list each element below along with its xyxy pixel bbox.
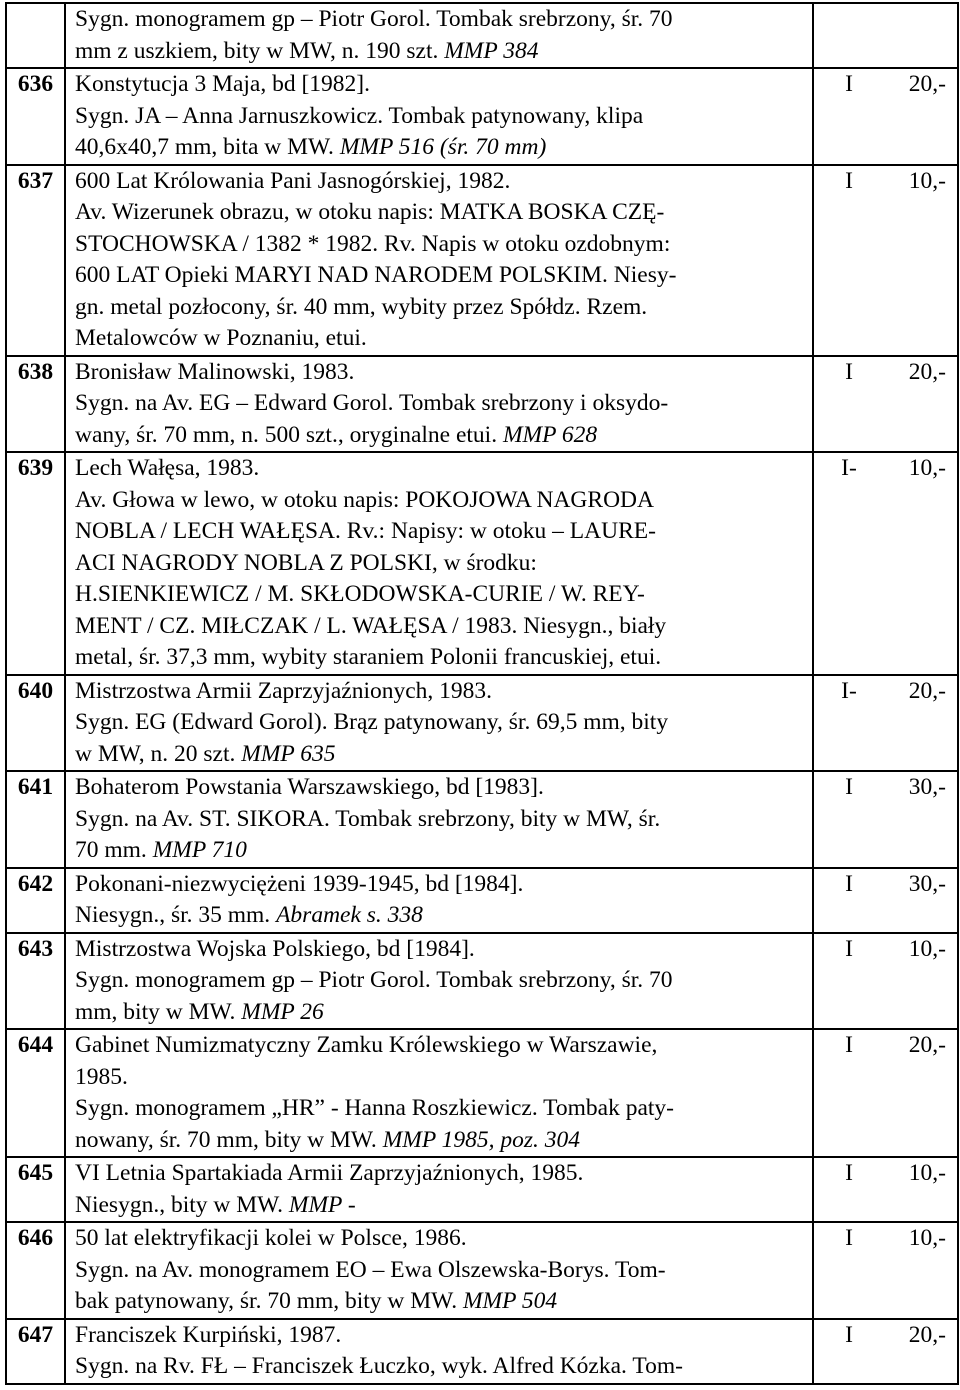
description-text: metal, śr. 37,3 mm, wybity staraniem Polonii francuskiej, etui. [75, 644, 662, 670]
description-text: Sygn. na Av. monogramem EO – Ewa Olszewska-Borys. Tom- [75, 1256, 666, 1283]
description-text: wany, śr. 70 mm, n. 500 szt., oryginalne etui. [75, 421, 503, 448]
item-price [813, 933, 958, 1030]
description-line [75, 260, 804, 292]
item-number: 640 [6, 675, 65, 772]
description-line [75, 1062, 804, 1094]
item-number: 639 [6, 452, 65, 675]
description-line [75, 772, 804, 804]
price-value: 10,- [908, 1225, 946, 1251]
description-line [75, 642, 804, 674]
item-description [65, 3, 813, 68]
description-line [75, 835, 804, 867]
description-line [75, 197, 804, 229]
item-description [65, 68, 813, 165]
description-text: Mistrzostwa Armii Zaprzyjaźnionych, 1983. [75, 677, 493, 704]
condition-grade: I [845, 358, 853, 385]
item-number: 641 [6, 771, 65, 868]
catalog-row [6, 675, 958, 772]
condition-grade: I- [841, 677, 857, 704]
description-text: Lech Wałęsa, 1983. [75, 455, 260, 481]
item-description [65, 868, 813, 933]
description-text: nowany, śr. 70 mm, bity w MW. [75, 1126, 383, 1153]
catalog-row [6, 3, 958, 68]
condition-grade: I [845, 1225, 853, 1251]
description-line [75, 869, 804, 901]
description-line [75, 420, 804, 452]
description-text: Bronisław Malinowski, 1983. [75, 358, 355, 385]
description-line [75, 1190, 804, 1222]
description-line [75, 676, 804, 708]
description-line [75, 166, 804, 198]
description-text: STOCHOWSKA / 1382 * 1982. Rv. Napis w otoku ozdobnym: [75, 230, 671, 257]
condition-grade: I- [841, 455, 857, 481]
item-price [813, 1222, 958, 1319]
reference-text: MMP 635 [241, 740, 336, 767]
description-line [75, 357, 804, 389]
item-number: 645 [6, 1157, 65, 1222]
catalog-row [6, 1029, 958, 1157]
item-price [813, 1319, 958, 1384]
item-description [65, 1029, 813, 1157]
item-number: 636 [6, 68, 65, 165]
item-price [813, 356, 958, 453]
description-line [75, 1158, 804, 1190]
item-number: 642 [6, 868, 65, 933]
description-line [75, 229, 804, 261]
description-text: Konstytucja 3 Maja, bd [1982]. [75, 71, 371, 97]
description-line [75, 804, 804, 836]
description-text: Niesygn., bity w MW. [75, 1191, 289, 1218]
reference-text: Abramek s. 338 [276, 902, 423, 928]
description-text: 70 mm. [75, 837, 153, 863]
description-line [75, 1351, 804, 1383]
price-value: 20,- [908, 71, 946, 97]
item-description [65, 771, 813, 868]
item-description [65, 933, 813, 1030]
reference-text: MMP 516 (śr. 70 mm) [339, 134, 547, 160]
item-price [813, 68, 958, 165]
price-value: 10,- [908, 455, 946, 481]
description-line [75, 900, 804, 932]
item-number [6, 3, 65, 68]
description-text: 40,6x40,7 mm, bita w MW. [75, 134, 340, 160]
item-number: 646 [6, 1222, 65, 1319]
description-text: mm z uszkiem, bity w MW, n. 190 szt. [75, 37, 445, 64]
description-line [75, 132, 804, 164]
item-number: 647 [6, 1319, 65, 1384]
reference-text: MMP 504 [462, 1288, 558, 1314]
description-text: Sygn. na Av. EG – Edward Gorol. Tombak srebrzony i oksydo- [75, 390, 669, 416]
condition-grade: I [845, 167, 853, 194]
description-text: mm, bity w MW. [75, 998, 242, 1025]
reference-text: MMP 628 [502, 421, 598, 448]
catalog-row [6, 1157, 958, 1222]
price-value: 10,- [908, 1160, 946, 1186]
description-line [75, 69, 804, 101]
description-text: Av. Wizerunek obrazu, w otoku napis: MATKA BOSKA CZĘ- [75, 199, 665, 225]
description-line [75, 739, 804, 771]
description-text: 600 LAT Opieki MARYI NAD NARODEM POLSKIM. Niesy- [75, 262, 677, 288]
item-description [65, 675, 813, 772]
description-text: Sygn. monogramem gp – Piotr Gorol. Tombak srebrzony, śr. 70 [75, 6, 673, 32]
condition-grade: I [845, 1160, 853, 1186]
description-text: Metalowców w Poznaniu, etui. [75, 325, 367, 351]
item-number: 643 [6, 933, 65, 1030]
price-value: 10,- [908, 935, 946, 962]
description-text: Av. Głowa w lewo, w otoku napis: POKOJOWA NAGRODA [75, 486, 654, 513]
description-text: Niesygn., śr. 35 mm. [75, 902, 277, 928]
price-value: 20,- [908, 1321, 946, 1348]
catalog-table [5, 2, 959, 1385]
item-description [65, 356, 813, 453]
condition-grade: I [845, 71, 853, 97]
description-text: 50 lat elektryfikacji kolei w Polsce, 1986. [75, 1225, 467, 1251]
item-price [813, 3, 958, 68]
description-text: bak patynowany, śr. 70 mm, bity w MW. [75, 1288, 463, 1314]
catalog-body [6, 3, 958, 1384]
condition-grade: I [845, 870, 853, 897]
description-line [75, 516, 804, 548]
description-text: Sygn. na Rv. FŁ – Franciszek Łuczko, wyk. Alfred Kózka. Tom- [75, 1353, 683, 1379]
description-text: MENT / CZ. MIŁCZAK / L. WAŁĘSA / 1983. Niesygn., biały [75, 612, 667, 639]
price-value: 30,- [908, 870, 946, 897]
price-value: 30,- [908, 774, 946, 800]
catalog-row [6, 165, 958, 356]
description-line [75, 1093, 804, 1125]
item-number: 644 [6, 1029, 65, 1157]
price-value: 20,- [908, 358, 946, 385]
description-line [75, 1320, 804, 1352]
description-text: Sygn. monogramem gp – Piotr Gorol. Tombak srebrzony, śr. 70 [75, 967, 673, 993]
item-price [813, 868, 958, 933]
reference-text: MMP - [288, 1191, 356, 1218]
description-text: Pokonani-niezwyciężeni 1939-1945, bd [1984]. [75, 870, 524, 897]
description-text: gn. metal pozłocony, śr. 40 mm, wybity przez Spółdz. Rzem. [75, 293, 648, 320]
description-line [75, 611, 804, 643]
item-price [813, 165, 958, 356]
description-line [75, 934, 804, 966]
description-line [75, 1286, 804, 1318]
item-description [65, 1157, 813, 1222]
description-line [75, 485, 804, 517]
description-line [75, 36, 804, 68]
description-line [75, 101, 804, 133]
description-text: Gabinet Numizmatyczny Zamku Królewskiego w Warszawie, [75, 1032, 658, 1058]
catalog-row [6, 771, 958, 868]
description-text: VI Letnia Spartakiada Armii Zaprzyjaźnionych, 1985. [75, 1160, 584, 1186]
reference-text: MMP 26 [241, 998, 324, 1025]
item-description [65, 1319, 813, 1384]
catalog-row [6, 933, 958, 1030]
description-text: Bohaterom Powstania Warszawskiego, bd [1983]. [75, 774, 544, 800]
description-text: H.SIENKIEWICZ / M. SKŁODOWSKA-CURIE / W. REY- [75, 581, 645, 607]
description-line [75, 548, 804, 580]
description-text: ACI NAGRODY NOBLA Z POLSKI, w środku: [75, 549, 537, 576]
catalog-row [6, 452, 958, 675]
item-price [813, 452, 958, 675]
price-value: 10,- [908, 167, 946, 194]
item-description [65, 165, 813, 356]
description-line [75, 579, 804, 611]
item-description [65, 452, 813, 675]
catalog-row [6, 356, 958, 453]
description-line [75, 1125, 804, 1157]
condition-grade: I [845, 774, 853, 800]
item-price [813, 1157, 958, 1222]
price-value: 20,- [908, 677, 946, 704]
description-line [75, 292, 804, 324]
description-line [75, 388, 804, 420]
description-line [75, 4, 804, 36]
catalog-row [6, 1222, 958, 1319]
condition-grade: I [845, 1321, 853, 1348]
description-line [75, 965, 804, 997]
item-description [65, 1222, 813, 1319]
description-text: Franciszek Kurpiński, 1987. [75, 1321, 342, 1348]
price-value: 20,- [908, 1032, 946, 1058]
description-line [75, 323, 804, 355]
description-text: 1985. [75, 1063, 128, 1090]
description-text: Sygn. JA – Anna Jarnuszkowicz. Tombak patynowany, klipa [75, 102, 644, 129]
description-text: Sygn. EG (Edward Gorol). Brąz patynowany, śr. 69,5 mm, bity [75, 709, 669, 735]
reference-text: MMP 1985, poz. 304 [382, 1126, 581, 1153]
description-text: Mistrzostwa Wojska Polskiego, bd [1984]. [75, 935, 475, 962]
description-line [75, 453, 804, 485]
item-number: 637 [6, 165, 65, 356]
item-price [813, 771, 958, 868]
catalog-row [6, 1319, 958, 1384]
catalog-row [6, 68, 958, 165]
condition-grade: I [845, 1032, 853, 1058]
description-line [75, 1223, 804, 1255]
description-text: Sygn. na Av. ST. SIKORA. Tombak srebrzony, bity w MW, śr. [75, 805, 661, 832]
description-text: 600 Lat Królowania Pani Jasnogórskiej, 1982. [75, 167, 511, 194]
reference-text: MMP 710 [152, 837, 247, 863]
description-line [75, 997, 804, 1029]
description-text: Sygn. monogramem „HR” - Hanna Roszkiewicz. Tombak paty- [75, 1095, 674, 1121]
reference-text: MMP 384 [444, 37, 539, 64]
item-number: 638 [6, 356, 65, 453]
description-line [75, 1030, 804, 1062]
condition-grade: I [845, 935, 853, 962]
item-price [813, 1029, 958, 1157]
description-line [75, 707, 804, 739]
description-text: w MW, n. 20 szt. [75, 740, 242, 767]
item-price [813, 675, 958, 772]
catalog-row [6, 868, 958, 933]
description-line [75, 1255, 804, 1287]
description-text: NOBLA / LECH WAŁĘSA. Rv.: Napisy: w otoku – LAURE- [75, 518, 656, 544]
